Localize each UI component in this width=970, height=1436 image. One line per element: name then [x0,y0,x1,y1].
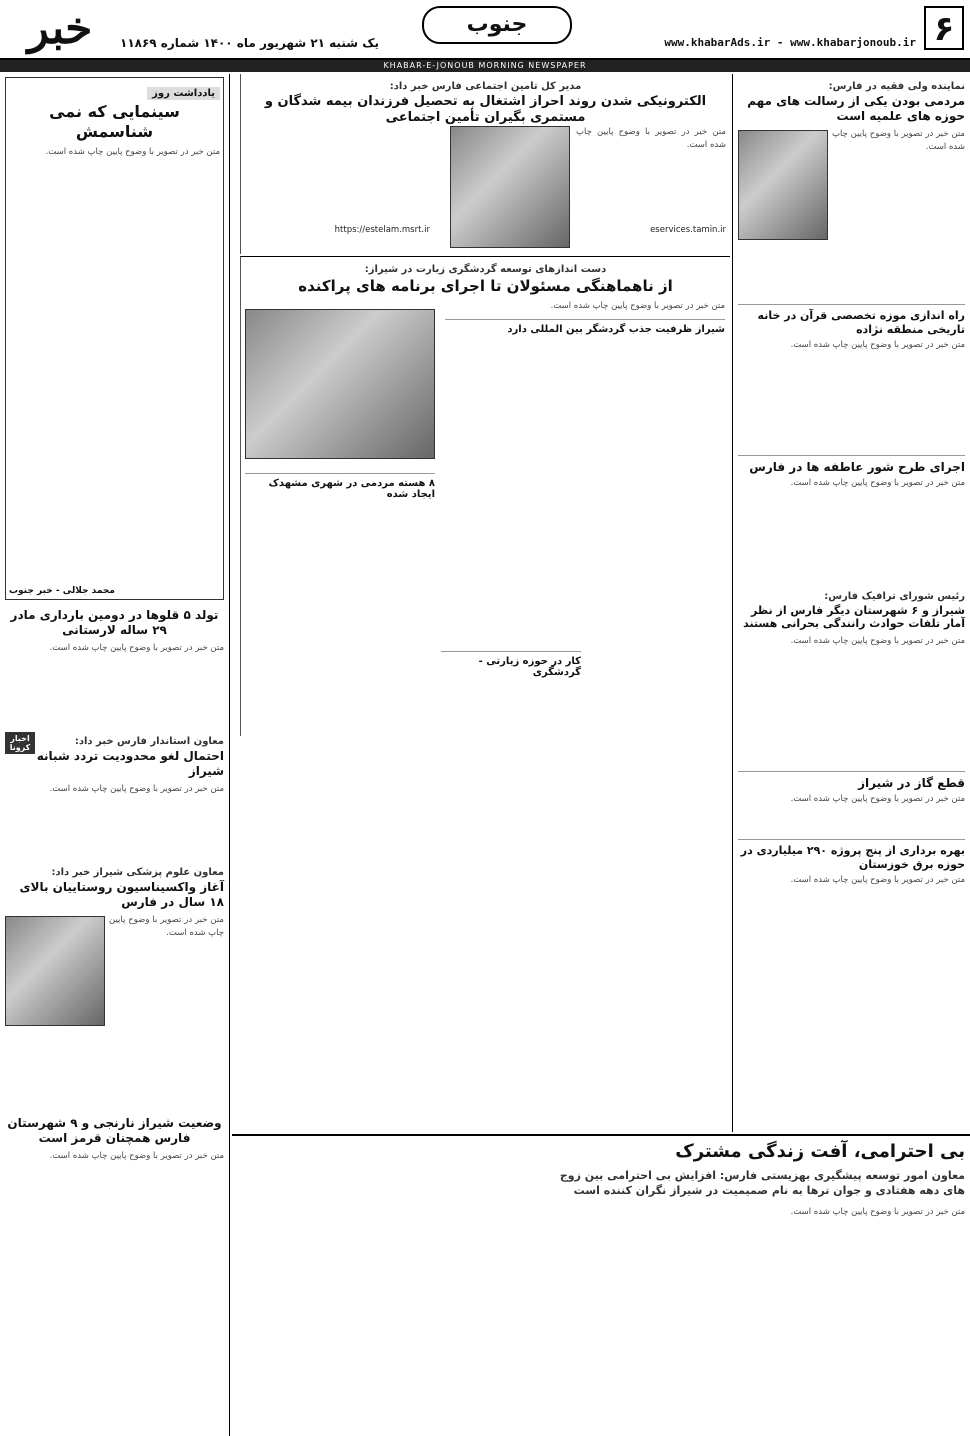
vaccine-kicker: معاون علوم پزشکی شیراز خبر داد: [51,867,224,878]
website-urls[interactable]: www.khabarAds.ir - www.khabarjonoub.ir [664,36,916,49]
kicker-traffic: رئیس شورای ترافیک فارس: [824,590,965,602]
editorial-author: محمد جلالی - خبر جنوب [9,586,115,596]
article-body: متن خبر در تصویر با وضوح پایین چاپ شده است. [49,784,224,794]
article-body: متن خبر در تصویر با وضوح پایین چاپ شده است. [790,1207,965,1218]
tourism-story [240,256,730,736]
newspaper-logo: خبر [27,3,93,54]
article-body: متن خبر در تصویر با وضوح پایین چاپ شده است. [576,127,726,150]
curfew-headline: احتمال لغو محدودیت تردد شبانه شیراز [36,749,224,778]
tourism-headline: از ناهماهنگی مسئولان تا اجرای برنامه های پراکنده [298,277,673,295]
article-body: متن خبر در تصویر با وضوح پایین چاپ شده است. [790,794,965,804]
right-column [732,74,970,1132]
article-body: متن خبر در تصویر با وضوح پایین چاپ شده است. [790,477,965,488]
headline-power: بهره برداری از پنج پروژه ۲۹۰ میلیاردی در حوزه برق خوزستان [738,839,965,872]
article-body: متن خبر در تصویر با وضوح پایین چاپ شده است. [790,636,965,646]
section-title: جنوب [422,6,572,44]
vaccine-headline: آغاز واکسیناسیون روستاییان بالای ۱۸ سال در فارس [19,880,224,909]
left-column [0,74,230,1436]
top-story [240,74,730,254]
english-strip: KHABAR-E-JONOUB MORNING NEWSPAPER [0,60,970,72]
masthead [0,0,970,60]
status-headline: وضعیت شیراز نارنجی و ۹ شهرستان فارس همچنان قرمز است [7,1116,222,1145]
headline-traffic: شیراز و ۶ شهرستان دیگر فارس از نظر آمار تلفات حوادث رانندگی بحرانی هستند [743,603,965,631]
kicker-clergy: نماینده ولی فقیه در فارس: [828,81,965,92]
curfew-kicker: معاون استاندار فارس خبر داد: [74,736,224,747]
article-body: متن خبر در تصویر با وضوح پایین چاپ شده است. [832,129,965,152]
article-body: متن خبر در تصویر با وضوح پایین چاپ شده است. [109,915,224,938]
article-body: متن خبر در تصویر با وضوح پایین چاپ شده است. [49,1151,224,1161]
article-body: متن خبر در تصویر با وضوح پایین چاپ شده است. [49,643,224,653]
subhead-pilgrimage: کار در حوزه زیارتی - گردشگری [441,651,581,678]
bottom-headline: بی احترامی، آفت زندگی مشترک [675,1141,965,1162]
doctor-photo [5,916,105,1026]
subhead-cores: ۸ هسته مردمی در شهری مشهدک ایجاد شده [245,473,435,500]
article-body: متن خبر در تصویر با وضوح پایین چاپ شده است. [790,874,965,885]
subhead-international: شیراز ظرفیت جذب گردشگر بین المللی دارد [445,319,725,335]
clergy-photo [738,130,828,240]
quintuplets-headline: تولد ۵ قلوها در دومین بارداری مادر ۲۹ ساله لارستانی [10,608,219,637]
editorial-box [5,77,224,600]
corona-tag: اخبار کرونا [5,732,35,754]
tourism-kicker: دست اندازهای توسعه گردشگری زیارت در شیراز: [364,264,607,275]
article-body: متن خبر در تصویر با وضوح پایین چاپ شده است. [790,339,965,350]
article-body: متن خبر در تصویر با وضوح پایین چاپ شده است. [550,300,725,311]
headline-gas: قطع گاز در شیراز [738,771,965,791]
page-number: ۶ [924,6,964,50]
editorial-headline: سینمایی که نمی شناسمش [49,102,180,141]
top-story-kicker: مدیر کل تامین اجتماعی فارس خبر داد: [389,81,582,92]
bottom-subhead: معاون امور توسعه پیشگیری بهزیستی فارس: افزایش بی احترامی بین زوج های دهه هفتادی و جوان ترها به نام صمیمیت در شیراز نگران کننده است [559,1168,965,1197]
article-body: متن خبر در تصویر با وضوح پایین چاپ شده است. [45,147,220,157]
service-website[interactable]: https://estelam.msrt.ir [334,225,430,235]
date-line: یک شنبه ۲۱ شهریور ماه ۱۴۰۰ شماره ۱۱۸۶۹ [120,36,379,50]
official-photo [450,126,570,248]
top-story-headline: الکترونیکی شدن روند احراز اشتغال به تحصیل فرزندان بیمه شدگان و مستمری بگیران تأمین اجتماعی [264,94,707,126]
headline-clergy: مردمی بودن یکی از رسالت های مهم حوزه های علمیه است [747,94,965,123]
shrine-photo [245,309,435,459]
service-email[interactable]: eservices.tamin.ir [650,225,726,235]
editorial-tag: یادداشت روز [147,87,220,100]
headline-museum: راه اندازی موزه تخصصی قرآن در خانه تاریخی منطقه نژاده [738,304,965,337]
headline-shoor: اجرای طرح شور عاطفه ها در فارس [738,455,965,475]
bottom-story [232,1134,970,1436]
